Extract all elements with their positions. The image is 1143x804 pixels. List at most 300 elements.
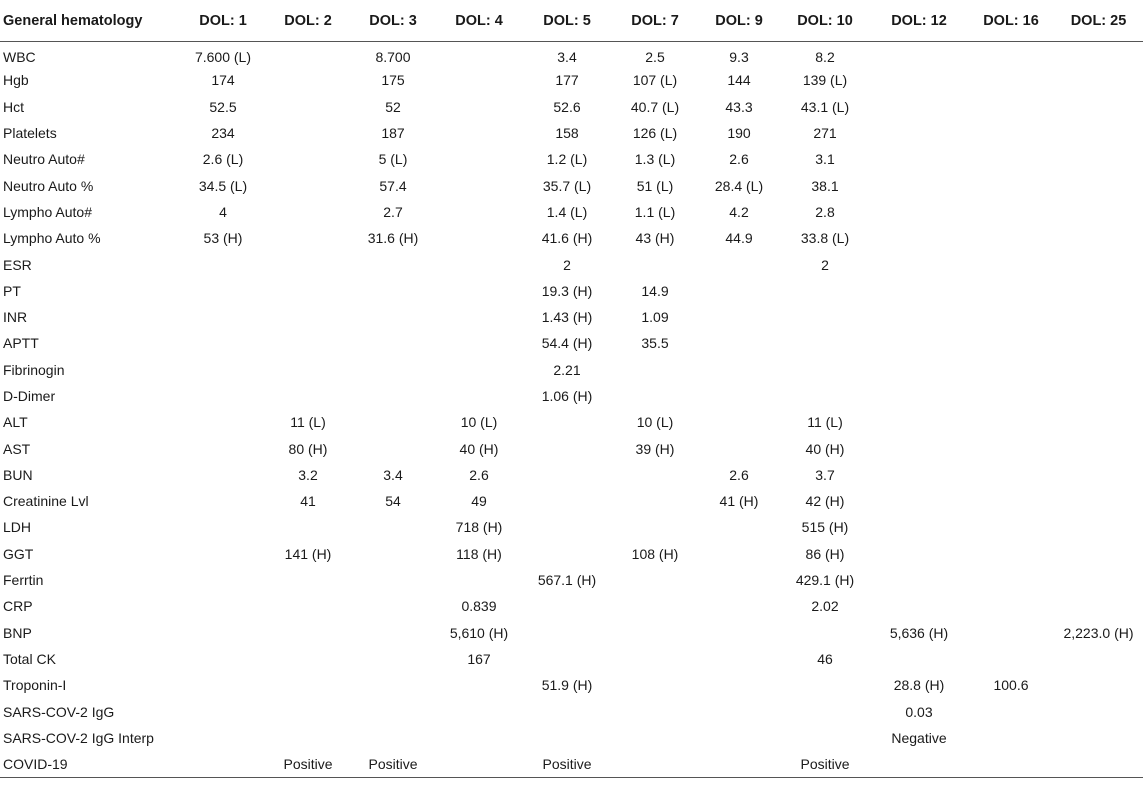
table-cell-value <box>698 435 780 461</box>
table-cell-value: 43.1 (L) <box>800 98 850 115</box>
table-cell-value <box>780 383 870 409</box>
table-cell-value <box>266 278 350 304</box>
table-cell-value <box>968 357 1054 383</box>
table-cell-value <box>1054 462 1143 488</box>
row-label-test-name: Lympho Auto# <box>3 203 92 220</box>
table-cell-value <box>612 593 698 619</box>
table-row <box>0 725 1143 751</box>
table-row <box>0 199 1143 225</box>
table-cell-value <box>350 514 436 540</box>
table-cell-value <box>968 304 1054 330</box>
table-cell-value <box>698 620 780 646</box>
table-row <box>0 751 1143 777</box>
table-cell-value: Positive <box>266 751 350 777</box>
table-cell-value <box>698 383 780 409</box>
table-cell-value: 10 (L) <box>460 414 498 431</box>
table-cell-value <box>266 593 350 619</box>
table-cell-value <box>350 435 436 461</box>
table-cell-value <box>1054 41 1143 67</box>
table-cell-value <box>266 67 350 93</box>
table-cell-value <box>968 435 1054 461</box>
table-cell-value <box>612 251 698 277</box>
table-cell-value: 52.6 <box>553 98 581 115</box>
table-cell-value <box>870 409 968 435</box>
table-cell-value: 3.1 <box>815 151 835 168</box>
table-cell-value <box>522 620 612 646</box>
table-cell-value: 429.1 (H) <box>795 572 855 589</box>
table-cell-value: 118 (H) <box>456 545 502 562</box>
table-cell-value: 2.5 <box>645 49 665 66</box>
table-row <box>0 567 1143 593</box>
table-cell-value <box>612 383 698 409</box>
table-cell-value: 167 <box>467 650 491 667</box>
table-cell-value: 54.4 (H) <box>541 335 593 352</box>
table-cell-value <box>266 41 350 67</box>
table-cell-value <box>436 567 522 593</box>
table-cell-value: 11 (L) <box>290 414 326 431</box>
table-cell-value <box>266 357 350 383</box>
table-cell-value <box>870 567 968 593</box>
table-cell-value <box>350 698 436 724</box>
table-cell-value: 46 <box>817 650 833 667</box>
table-cell-value <box>968 462 1054 488</box>
table-cell-value: 108 (H) <box>631 545 679 562</box>
table-cell-value: 14.9 <box>641 282 669 299</box>
column-header-day-of-life: DOL: 7 <box>612 2 698 41</box>
table-cell-value <box>180 514 266 540</box>
table-cell-value <box>1054 67 1143 93</box>
table-cell-value <box>436 304 522 330</box>
table-cell-value <box>180 304 266 330</box>
table-cell-value <box>180 383 266 409</box>
table-cell-value <box>266 330 350 356</box>
table-cell-value <box>968 751 1054 777</box>
table-cell-value <box>522 541 612 567</box>
table-row <box>0 67 1143 93</box>
table-cell-value <box>870 462 968 488</box>
table-row <box>0 304 1143 330</box>
table-cell-value <box>266 94 350 120</box>
table-cell-value <box>1054 172 1143 198</box>
table-cell-value <box>522 593 612 619</box>
table-cell-value <box>350 357 436 383</box>
table-cell-value: 107 (L) <box>632 72 678 89</box>
table-cell-value: 80 (H) <box>288 440 328 457</box>
table-cell-value: 515 (H) <box>801 519 849 536</box>
table-cell-value: 28.8 (H) <box>893 677 945 694</box>
table-cell-value <box>968 383 1054 409</box>
table-cell-value <box>612 462 698 488</box>
table-cell-value <box>870 646 968 672</box>
table-row <box>0 251 1143 277</box>
table-cell-value <box>436 357 522 383</box>
table-cell-value: 2 <box>563 256 571 273</box>
row-label-test-name: SARS-COV-2 IgG <box>3 703 115 720</box>
table-cell-value <box>968 541 1054 567</box>
table-cell-value: 8.700 <box>375 49 411 66</box>
table-row <box>0 462 1143 488</box>
table-cell-value <box>968 146 1054 172</box>
table-cell-value <box>436 41 522 67</box>
table-cell-value: 1.1 (L) <box>634 203 676 220</box>
table-cell-value: 52 <box>385 98 401 115</box>
table-cell-value: 100.6 <box>993 677 1029 694</box>
table-cell-value <box>180 751 266 777</box>
table-cell-value <box>180 541 266 567</box>
table-cell-value <box>870 330 968 356</box>
table-header <box>0 2 1143 41</box>
table-row <box>0 225 1143 251</box>
row-label-test-name: PT <box>3 282 21 299</box>
table-cell-value: 144 <box>727 72 751 89</box>
table-cell-value <box>350 567 436 593</box>
table-cell-value <box>870 199 968 225</box>
table-row <box>0 409 1143 435</box>
table-cell-value <box>1054 278 1143 304</box>
table-cell-value: 38.1 <box>811 177 839 194</box>
table-cell-value <box>870 357 968 383</box>
table-cell-value <box>1054 725 1143 751</box>
table-cell-value <box>698 251 780 277</box>
table-cell-value <box>968 330 1054 356</box>
table-cell-value <box>350 593 436 619</box>
table-cell-value <box>522 462 612 488</box>
table-cell-value: 7.600 (L) <box>194 49 252 66</box>
row-label-test-name: D-Dimer <box>3 388 56 404</box>
table-cell-value: 2.8 <box>815 203 835 220</box>
table-cell-value <box>1054 698 1143 724</box>
table-cell-value <box>180 698 266 724</box>
table-row <box>0 514 1143 540</box>
column-header-test-name: General hematology <box>0 2 180 41</box>
table-cell-value <box>968 199 1054 225</box>
table-cell-value <box>350 304 436 330</box>
table-cell-value: 33.8 (L) <box>800 230 850 247</box>
row-label-test-name: Neutro Auto % <box>3 177 94 194</box>
table-cell-value <box>968 725 1054 751</box>
table-cell-value <box>436 278 522 304</box>
table-cell-value: 4.2 <box>729 203 749 220</box>
table-cell-value <box>780 330 870 356</box>
table-cell-value: 2.6 (L) <box>202 151 244 168</box>
table-cell-value <box>1054 514 1143 540</box>
column-header-day-of-life: DOL: 12 <box>870 2 968 41</box>
row-label-test-name: Lympho Auto % <box>3 230 101 247</box>
table-cell-value <box>350 725 436 751</box>
table-row <box>0 541 1143 567</box>
row-label-test-name: SARS-COV-2 IgG Interp <box>3 729 154 746</box>
column-header-day-of-life: DOL: 3 <box>350 2 436 41</box>
row-label-test-name: Total CK <box>3 650 56 667</box>
table-cell-value: 54 <box>385 493 401 510</box>
table-cell-value <box>1054 357 1143 383</box>
table-cell-value <box>436 94 522 120</box>
table-cell-value <box>436 698 522 724</box>
table-cell-value <box>436 751 522 777</box>
table-cell-value <box>612 751 698 777</box>
table-cell-value: Positive <box>522 751 612 777</box>
table-cell-value <box>1054 751 1143 777</box>
table-row <box>0 120 1143 146</box>
table-cell-value: 1.06 (H) <box>541 388 593 404</box>
table-cell-value <box>870 488 968 514</box>
table-cell-value: 5 (L) <box>378 151 408 168</box>
table-cell-value: 41.6 (H) <box>541 230 593 247</box>
table-cell-value <box>968 593 1054 619</box>
table-cell-value <box>698 725 780 751</box>
table-cell-value: 0.03 <box>905 703 933 720</box>
table-cell-value: 2.21 <box>553 361 581 378</box>
table-cell-value <box>870 304 968 330</box>
table-cell-value: 234 <box>211 125 235 142</box>
table-cell-value <box>1054 120 1143 146</box>
table-cell-value: 5,636 (H) <box>889 624 949 641</box>
header-row <box>0 2 1143 41</box>
table-cell-value <box>266 567 350 593</box>
table-cell-value <box>436 330 522 356</box>
table-cell-value: 44.9 <box>725 230 753 247</box>
table-cell-value <box>522 514 612 540</box>
table-cell-value: 3.2 <box>298 466 318 483</box>
table-cell-value: 43.3 <box>725 98 753 115</box>
table-cell-value: 271 <box>813 125 837 142</box>
row-label-test-name: Creatinine Lvl <box>3 493 89 510</box>
table-cell-value: 3.7 <box>815 466 835 483</box>
column-header-day-of-life: DOL: 2 <box>266 2 350 41</box>
table-cell-value: 49 <box>471 493 487 510</box>
row-label-test-name: INR <box>3 309 28 326</box>
table-cell-value <box>870 172 968 198</box>
table-cell-value: 2.6 <box>469 466 489 483</box>
table-row <box>0 383 1143 409</box>
table-cell-value <box>522 698 612 724</box>
table-cell-value <box>180 330 266 356</box>
table-cell-value: 35.5 <box>641 335 669 352</box>
table-cell-value <box>698 698 780 724</box>
table-cell-value <box>436 225 522 251</box>
table-cell-value: 10 (L) <box>636 414 674 431</box>
table-row <box>0 672 1143 698</box>
table-cell-value <box>870 435 968 461</box>
table-cell-value: 40 (H) <box>459 440 499 457</box>
table-cell-value <box>612 514 698 540</box>
table-cell-value <box>522 646 612 672</box>
table-row <box>0 488 1143 514</box>
table-cell-value <box>612 646 698 672</box>
table-cell-value <box>968 646 1054 672</box>
table-cell-value: 28.4 (L) <box>714 177 764 194</box>
table-cell-value <box>180 488 266 514</box>
table-cell-value <box>266 304 350 330</box>
table-cell-value <box>180 278 266 304</box>
row-label-test-name: APTT <box>3 335 39 352</box>
table-cell-value <box>350 620 436 646</box>
table-cell-value <box>350 541 436 567</box>
table-cell-value: 9.3 <box>729 49 749 66</box>
table-cell-value <box>698 646 780 672</box>
table-cell-value <box>968 41 1054 67</box>
table-cell-value <box>780 620 870 646</box>
table-cell-value <box>1054 672 1143 698</box>
table-cell-value <box>180 620 266 646</box>
table-cell-value <box>612 698 698 724</box>
table-cell-value <box>180 357 266 383</box>
row-label-test-name: WBC <box>3 49 36 66</box>
table-cell-value: 158 <box>555 125 579 142</box>
table-cell-value: 52.5 <box>209 98 237 115</box>
table-cell-value <box>436 67 522 93</box>
table-cell-value <box>1054 94 1143 120</box>
row-label-test-name: BUN <box>3 466 33 483</box>
table-cell-value <box>350 330 436 356</box>
table-cell-value <box>698 330 780 356</box>
table-cell-value: 51 (L) <box>636 177 674 194</box>
row-label-test-name: COVID-19 <box>0 751 180 777</box>
table-cell-value: 57.4 <box>379 177 407 194</box>
table-cell-value <box>870 751 968 777</box>
table-cell-value <box>612 620 698 646</box>
table-cell-value <box>698 751 780 777</box>
row-label-test-name: Troponin-I <box>3 677 67 694</box>
table-cell-value <box>266 251 350 277</box>
table-cell-value: 1.09 <box>641 309 669 326</box>
row-label-test-name: GGT <box>3 545 34 562</box>
table-cell-value <box>1054 304 1143 330</box>
table-cell-value <box>436 120 522 146</box>
table-cell-value <box>436 199 522 225</box>
table-cell-value <box>698 541 780 567</box>
table-cell-value <box>968 620 1054 646</box>
table-cell-value <box>266 514 350 540</box>
table-cell-value <box>266 383 350 409</box>
row-label-test-name: BNP <box>3 624 32 641</box>
table-cell-value: 2.6 <box>729 466 749 483</box>
table-row <box>0 698 1143 724</box>
table-cell-value <box>522 488 612 514</box>
table-cell-value <box>522 435 612 461</box>
table-cell-value <box>436 172 522 198</box>
table-cell-value <box>350 646 436 672</box>
table-cell-value: Negative <box>891 729 947 746</box>
row-label-test-name: Fibrinogin <box>3 361 65 378</box>
table-cell-value <box>698 409 780 435</box>
table-cell-value <box>1054 593 1143 619</box>
table-cell-value: 177 <box>555 72 579 89</box>
row-label-test-name: ALT <box>3 414 28 431</box>
table-cell-value: 174 <box>211 72 235 89</box>
table-cell-value <box>1054 383 1143 409</box>
row-label-test-name: Platelets <box>3 125 57 142</box>
table-cell-value <box>436 383 522 409</box>
table-cell-value <box>870 383 968 409</box>
table-cell-value: Positive <box>780 751 870 777</box>
table-cell-value: 53 (H) <box>203 230 243 247</box>
table-cell-value <box>612 357 698 383</box>
table-cell-value: 51.9 (H) <box>541 677 593 694</box>
table-cell-value <box>698 278 780 304</box>
table-cell-value: 5,610 (H) <box>449 624 509 641</box>
row-label-test-name: Neutro Auto# <box>3 151 85 168</box>
table-cell-value <box>870 120 968 146</box>
table-cell-value <box>698 304 780 330</box>
table-cell-value <box>698 514 780 540</box>
table-cell-value <box>698 593 780 619</box>
table-cell-value: 40.7 (L) <box>630 98 680 115</box>
table-cell-value <box>266 225 350 251</box>
table-cell-value <box>266 146 350 172</box>
table-cell-value: 126 (L) <box>632 125 678 142</box>
table-cell-value <box>870 278 968 304</box>
table-cell-value: 31.6 (H) <box>367 230 419 247</box>
table-cell-value <box>870 41 968 67</box>
table-cell-value <box>968 278 1054 304</box>
column-header-day-of-life: DOL: 1 <box>180 2 266 41</box>
table-cell-value <box>612 672 698 698</box>
table-cell-value <box>1054 409 1143 435</box>
table-cell-value: 35.7 (L) <box>542 177 592 194</box>
table-cell-value <box>266 725 350 751</box>
row-label-test-name: LDH <box>3 519 32 536</box>
table-cell-value: 8.2 <box>815 49 835 66</box>
table-cell-value: 3.4 <box>383 466 403 483</box>
table-cell-value <box>968 409 1054 435</box>
table-cell-value: 39 (H) <box>635 440 675 457</box>
table-cell-value <box>1054 251 1143 277</box>
table-cell-value: 1.4 (L) <box>546 203 588 220</box>
table-cell-value <box>266 672 350 698</box>
table-cell-value: 2.7 <box>383 203 403 220</box>
table-cell-value <box>870 94 968 120</box>
table-cell-value <box>870 146 968 172</box>
table-cell-value: 718 (H) <box>455 519 503 536</box>
table-cell-value <box>968 67 1054 93</box>
table-cell-value: 1.3 (L) <box>634 151 676 168</box>
table-cell-value <box>968 567 1054 593</box>
table-cell-value: 3.4 <box>557 49 577 66</box>
table-cell-value <box>698 357 780 383</box>
table-cell-value <box>266 172 350 198</box>
table-cell-value <box>968 172 1054 198</box>
table-cell-value <box>180 646 266 672</box>
row-label-test-name: Ferrtin <box>3 572 44 589</box>
table-row <box>0 620 1143 646</box>
table-cell-value <box>1054 567 1143 593</box>
table-cell-value <box>780 672 870 698</box>
table-cell-value <box>436 251 522 277</box>
table-cell-value <box>1054 199 1143 225</box>
table-cell-value: 86 (H) <box>805 545 845 562</box>
table-cell-value: 11 (L) <box>807 414 843 431</box>
table-cell-value: 187 <box>381 125 405 142</box>
table-body <box>0 41 1143 777</box>
table-cell-value <box>870 514 968 540</box>
table-cell-value <box>180 593 266 619</box>
table-cell-value: 2,223.0 (H) <box>1063 624 1134 641</box>
table-cell-value <box>968 251 1054 277</box>
table-cell-value <box>870 593 968 619</box>
table-cell-value <box>1054 330 1143 356</box>
table-cell-value: 2 <box>821 256 829 273</box>
row-label-test-name: AST <box>3 440 31 457</box>
table-cell-value <box>436 146 522 172</box>
table-cell-value <box>180 672 266 698</box>
table-cell-value <box>436 725 522 751</box>
row-label-test-name: ESR <box>3 256 32 273</box>
row-label-test-name: Hct <box>3 98 24 115</box>
table-cell-value <box>266 620 350 646</box>
table-cell-value <box>350 251 436 277</box>
table-cell-value <box>522 409 612 435</box>
